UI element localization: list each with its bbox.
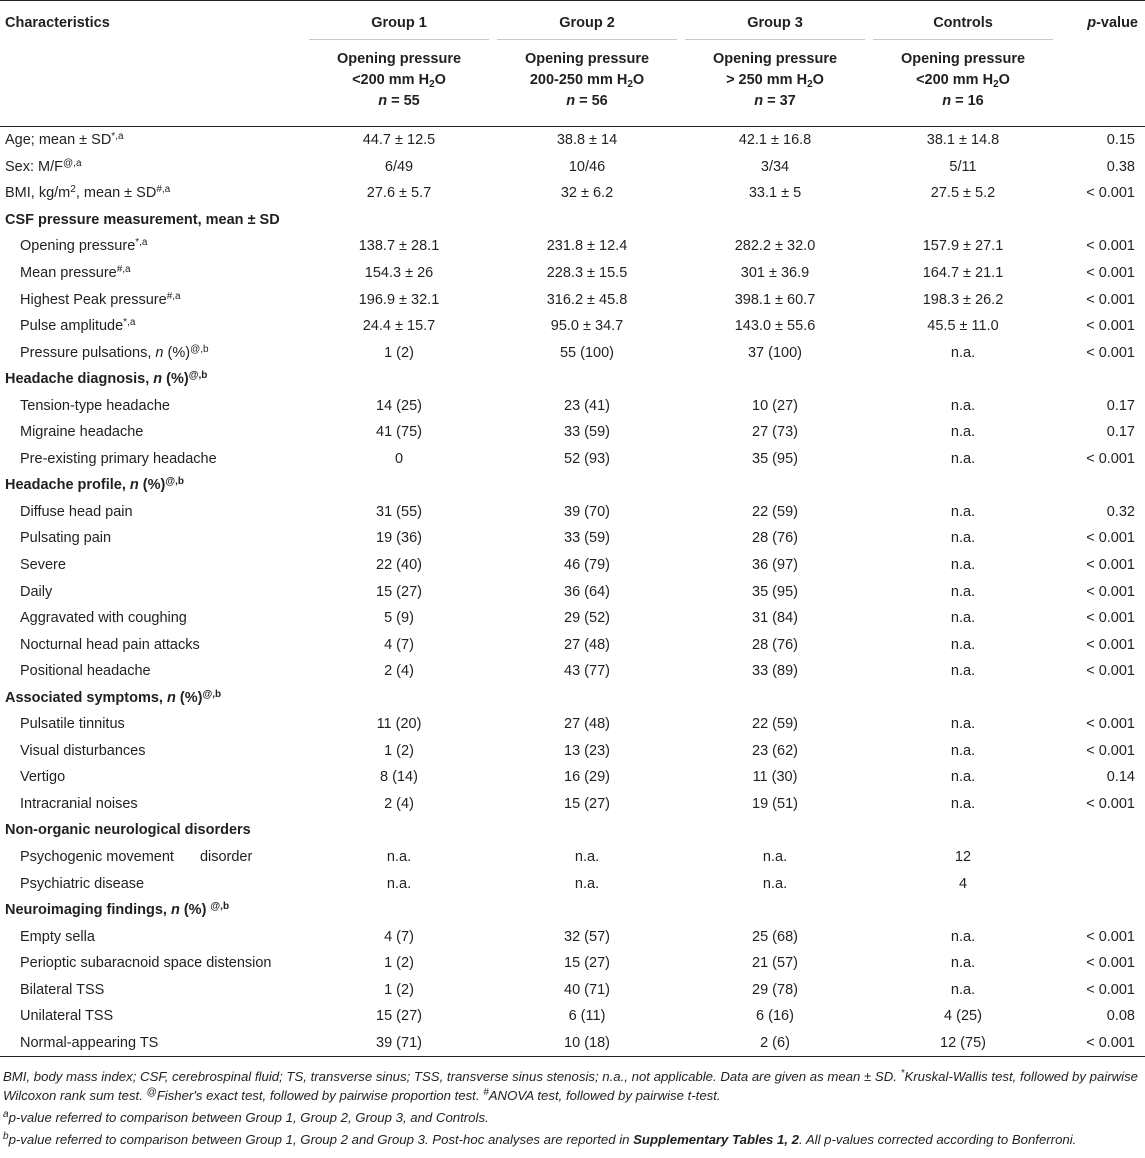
table-row: Highest Peak pressure$^{\#,a}$ 196.9 ± 32.1 316.2 ± 45.8 398.1 ± 60.7 198.3 ± 26.2 < 0.001 [20, 290, 1135, 308]
group-3-criteria: Opening pressure > 250 mm $H_2O$ n = 37 [712, 50, 838, 109]
table-row: Visual disturbances 1 (2) 13 (23) 23 (62) n.a. < 0.001 [20, 742, 1135, 759]
table-row: Psychiatric disease n.a. n.a. n.a. 4 [20, 875, 968, 892]
header-controls: Controls [869, 1, 1057, 47]
header-pvalue: p-value [1087, 15, 1138, 31]
table-row: Diffuse head pain 31 (55) 39 (70) 22 (59) n.a. 0.32 [20, 503, 1135, 520]
table-row: Perioptic subaracnoid space distension 1 (2) 15 (27) 21 (57) n.a. < 0.001 [20, 955, 1135, 972]
group-2-criteria: Opening pressure 200-250 mm $H_2O$ n = 56 [524, 50, 650, 109]
header-characteristics: Characteristics [5, 15, 110, 31]
footnote-b: $^b$p-value referred to comparison between Group 1, Group 2 and Group 3. Post-hoc analyses are reported in Supplementary Tables 1, 2. All p-values corrected according to Bonferroni. [3, 1131, 1077, 1148]
header-group-3: Group 3 [681, 1, 869, 47]
table-row: Positional headache 2 (4) 43 (77) 33 (89) n.a. < 0.001 [20, 663, 1135, 680]
table-row: Intracranial noises 2 (4) 15 (27) 19 (51) n.a. < 0.001 [20, 795, 1135, 812]
table-row: Age; mean ± $SD^{*,a}$ 44.7 ± 12.5 38.8 ± 14 42.1 ± 16.8 38.1 ± 14.8 0.15 [5, 131, 1135, 149]
section-header: Headache profile, n (%)$^{@,b}$ [5, 476, 184, 494]
controls-criteria: Opening pressure <200 mm $H_2O$ n = 16 [900, 50, 1026, 109]
section-header: CSF pressure measurement, mean ± SD [5, 211, 280, 228]
section-header: Neuroimaging findings, n (%) $^{@,b}$ [5, 901, 230, 919]
table-row: Pressure pulsations, n (%)$^{@,b}$ 1 (2) 55 (100) 37 (100) n.a. < 0.001 [20, 343, 1135, 361]
table-footnotes [0, 1057, 1145, 1149]
section-header: Headache diagnosis, n (%)$^{@,b}$ [5, 370, 208, 388]
table-row: Pulsating pain 19 (36) 33 (59) 28 (76) n.a. < 0.001 [20, 530, 1135, 547]
table-row: Opening pressure$^{*,a}$ 138.7 ± 28.1 231.8 ± 12.4 282.2 ± 32.0 157.9 ± 27.1 < 0.001 [20, 237, 1135, 255]
table-row: Pre-existing primary headache 0 52 (93) 35 (95) n.a. < 0.001 [20, 450, 1135, 467]
table-row: Vertigo 8 (14) 16 (29) 11 (30) n.a. 0.14 [20, 769, 1135, 786]
section-header: Non-organic neurological disorders [5, 822, 251, 839]
table-row: Pulse amplitude$^{*,a}$ 24.4 ± 15.7 95.0 ± 34.7 143.0 ± 55.6 45.5 ± 11.0 < 0.001 [20, 317, 1135, 335]
table-row: Aggravated with coughing 5 (9) 29 (52) 31 (84) n.a. < 0.001 [20, 610, 1135, 627]
header-group-1: Group 1 [305, 1, 493, 47]
table-row: Mean pressure$^{\#,a}$ 154.3 ± 26 228.3 ± 15.5 301 ± 36.9 164.7 ± 21.1 < 0.001 [20, 264, 1135, 281]
table-row: Psychogenic movement disorder n.a. n.a. n.a. 12 [20, 849, 972, 866]
table-row: Bilateral TSS 1 (2) 40 (71) 29 (78) n.a. < 0.001 [20, 981, 1135, 998]
footnote-abbreviations: BMI, body mass index; CSF, cerebrospinal fluid; TS, transverse sinus; TSS, transverse sinus stenosis; n.a., not applicable. Data are given as mean ± SD. *Kruskal-Wallis test, followed by pairwise Wilcoxon rank sum test. @Fisher's exact test, followed by pairwise proportion test. #ANOVA test, followed by pairwise t-test. [3, 1068, 1139, 1104]
table-row: Empty sella 4 (7) 32 (57) 25 (68) n.a. < 0.001 [20, 928, 1135, 945]
table-row: Unilateral TSS 15 (27) 6 (11) 6 (16) 4 (25) 0.08 [20, 1008, 1135, 1025]
table-row: Sex: $M/F^{@,a}$ 6/49 10/46 3/34 5/11 0.38 [5, 157, 1135, 175]
header-blank [0, 47, 305, 127]
pvalue-blank [1057, 47, 1145, 127]
table-row: Daily 15 (27) 36 (64) 35 (95) n.a. < 0.001 [20, 583, 1135, 600]
table-row: BMI, $kg/m^2$, mean ± $SD^{\#,a}$ 27.6 ± 5.7 32 ± 6.2 33.1 ± 5 27.5 ± 5.2 < 0.001 [5, 184, 1135, 202]
table-row: Severe 22 (40) 46 (79) 36 (97) n.a. < 0.001 [20, 557, 1135, 574]
header-group-2: Group 2 [493, 1, 681, 47]
table-row: Migraine headache 41 (75) 33 (59) 27 (73) n.a. 0.17 [20, 424, 1135, 441]
section-header: Associated symptoms, n (%)$^{@,b}$ [5, 688, 222, 706]
table-row: Nocturnal head pain attacks 4 (7) 27 (48) 28 (76) n.a. < 0.001 [20, 636, 1135, 653]
table-row: Pulsatile tinnitus 11 (20) 27 (48) 22 (59) n.a. < 0.001 [20, 716, 1135, 733]
footnote-a: $^a$p-value referred to comparison between Group 1, Group 2, Group 3, and Controls. [3, 1109, 489, 1126]
header-subrow [0, 47, 1145, 127]
header-row [0, 1, 1145, 47]
table-row: Normal-appearing TS 39 (71) 10 (18) 2 (6) 12 (75) < 0.001 [20, 1034, 1135, 1051]
group-1-criteria: Opening pressure <200 mm $H_2O$ n = 55 [336, 50, 462, 109]
table-row: Tension-type headache 14 (25) 23 (41) 10 (27) n.a. 0.17 [20, 397, 1135, 414]
